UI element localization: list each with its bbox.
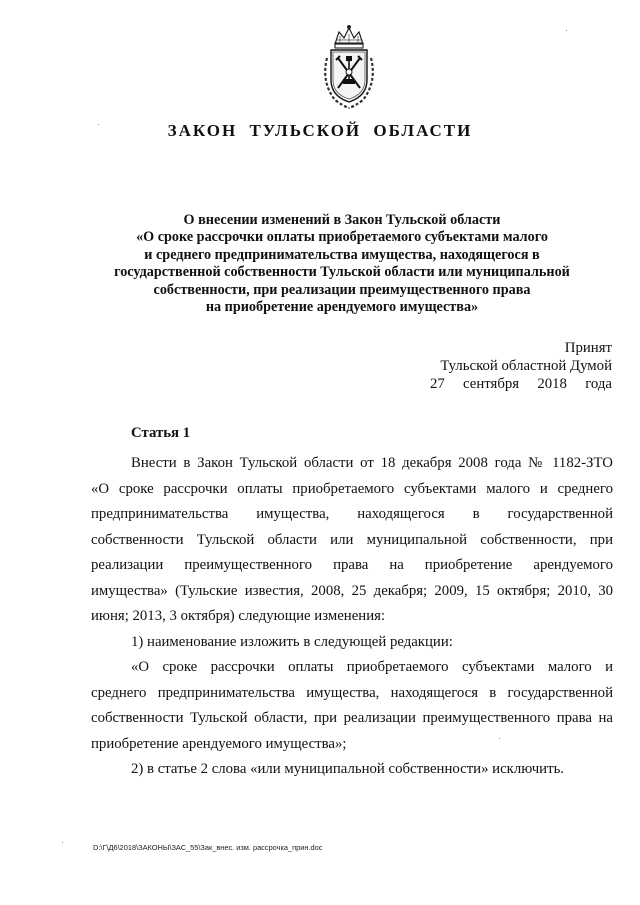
law-heading-line: «О сроке рассрочки оплаты приобретаемого субъектами малого <box>136 229 548 246</box>
file-path-footer: D:\Г\Д6\2018\ЗАКОНЫ\ЗАС_55\Зак_внес. изм. рассрочка_прин.doc <box>93 843 323 852</box>
quote-line: среднего предпринимательства имущества, находящегося в государственной <box>91 684 613 701</box>
article-line: «О сроке рассрочки оплаты приобретаемого субъектами малого и среднего <box>91 480 613 497</box>
scan-speck <box>566 30 567 31</box>
quote-line: приобретение арендуемого имущества»; <box>91 735 347 752</box>
law-heading-line: государственной собственности Тульской области или муниципальной <box>114 264 570 281</box>
article-body <box>91 451 613 783</box>
law-title: ЗАКОН ТУЛЬСКОЙ ОБЛАСТИ <box>167 121 473 140</box>
scan-speck <box>62 842 63 843</box>
adoption-day: 27 <box>430 376 445 392</box>
article-line: Внести в Закон Тульской области от 18 декабря 2008 года № 1182-ЗТО <box>131 455 613 471</box>
article-title: Статья 1 <box>131 425 191 441</box>
amendment-item-2: 2) в статье 2 слова «или муниципальной собственности» исключить. <box>131 761 565 777</box>
scan-speck <box>98 124 99 125</box>
law-heading <box>90 212 594 316</box>
adoption-year: 2018 <box>537 376 567 392</box>
adoption-date <box>430 375 612 393</box>
amendment-item-1: 1) наименование изложить в следующей редакции: <box>131 633 453 650</box>
adoption-year-word: года <box>585 376 612 392</box>
article-line: имущества» (Тульские известия, 2008, 25 декабря; 2009, 15 октября; 2010, 30 <box>91 582 613 599</box>
adopted-label: Принят <box>564 340 612 356</box>
article-line: предпринимательства имущества, находящегося в государственной <box>91 506 613 522</box>
quote-line: «О сроке рассрочки оплаты приобретаемого субъектами малого и <box>131 659 613 675</box>
tula-region-coat-of-arms-icon <box>313 22 385 110</box>
article-line: июня; 2013, 3 октября) следующие изменения: <box>91 608 386 624</box>
article-line: собственности Тульской области или муниципальной собственности, при <box>91 531 613 548</box>
adopted-body: Тульской областной Думой <box>440 358 612 374</box>
law-heading-line: собственности, при реализации преимущественного права <box>153 281 531 298</box>
law-heading-line: О внесении изменений в Закон Тульской области <box>183 212 501 228</box>
adoption-month: сентября <box>463 376 520 392</box>
adoption-block <box>0 339 612 392</box>
scan-speck <box>499 738 500 739</box>
quote-line: собственности Тульской области, при реализации преимущественного права на <box>91 710 613 726</box>
article-line: реализации преимущественного права на приобретение арендуемого <box>91 557 613 573</box>
law-heading-line: и среднего предпринимательства имущества, находящегося в <box>144 246 540 263</box>
law-heading-line: на приобретение арендуемого имущества» <box>205 299 479 316</box>
